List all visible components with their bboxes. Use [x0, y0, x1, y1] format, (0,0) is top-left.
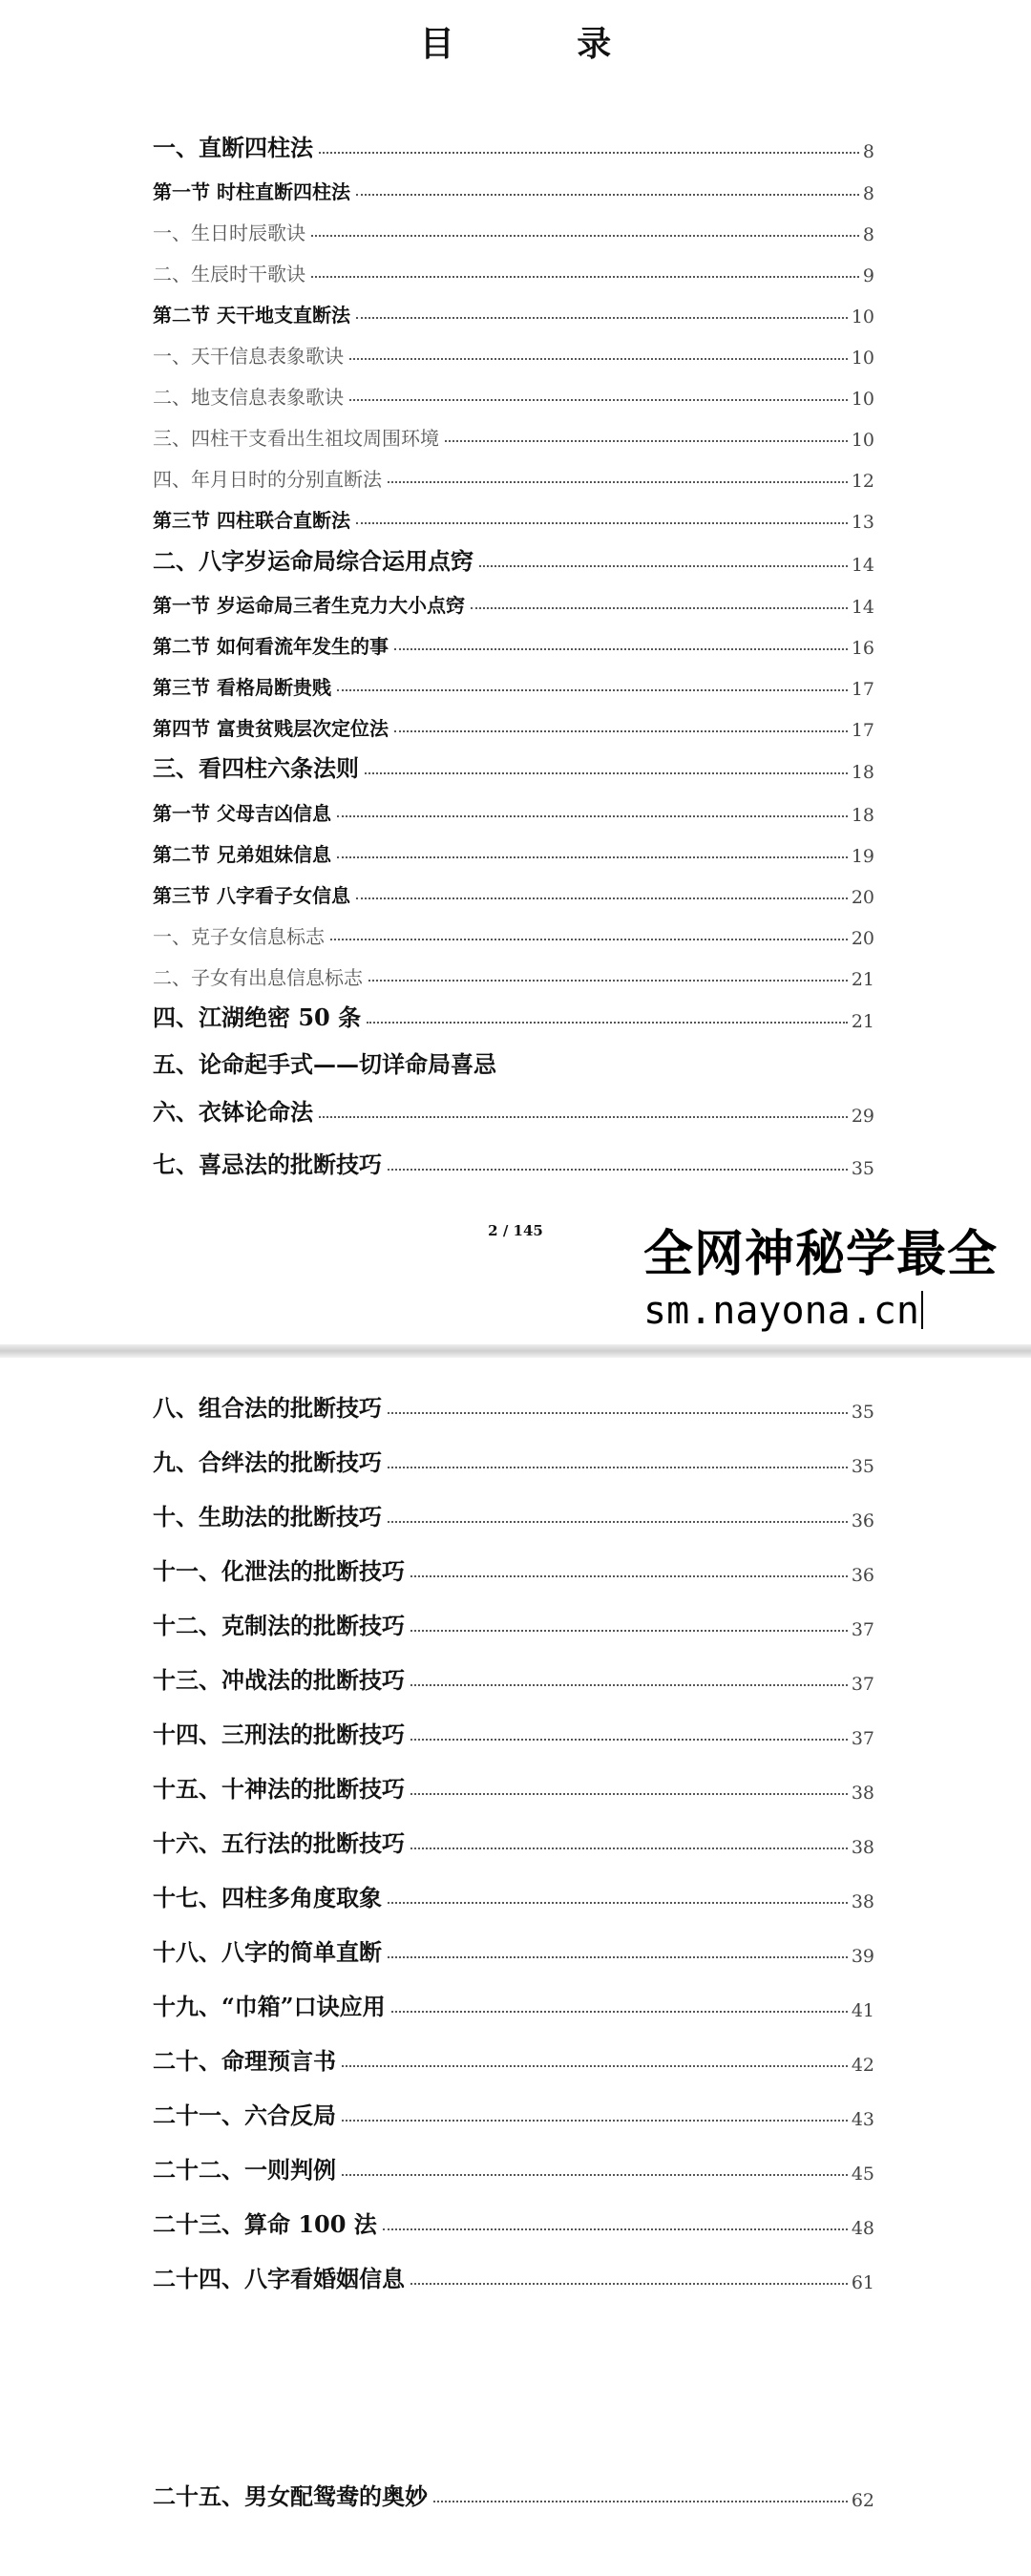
toc-entry-title: 四、年月日时的分别直断法	[153, 468, 382, 491]
toc-entry-title: 九、合绊法的批断技巧	[153, 1448, 382, 1476]
dotted-leader	[471, 607, 848, 609]
dotted-leader	[349, 358, 848, 360]
toc-entry-page: 8	[862, 141, 874, 162]
toc-entry[interactable]	[153, 1765, 874, 1804]
toc-entry[interactable]	[153, 2038, 874, 2076]
dotted-leader	[311, 235, 859, 237]
toc-entry-title: 一、克子女信息标志	[153, 925, 325, 948]
dotted-leader	[410, 1630, 848, 1632]
dotted-leader	[410, 1739, 848, 1741]
toc-entry-page: 8	[862, 224, 874, 245]
toc-entry[interactable]	[153, 495, 874, 533]
toc-entry-title: 五、论命起手式——切详命局喜忌	[153, 1050, 496, 1078]
dotted-leader	[410, 1848, 848, 1849]
toc-entry-title: 二十一、六合反局	[153, 2101, 336, 2129]
toc-entry-title: 十九、“巾箱”口诀应用	[153, 1993, 386, 2020]
toc-entry-title: 十一、化泄法的批断技巧	[153, 1557, 405, 1585]
toc-entry-title: 一、天干信息表象歌诀	[153, 345, 344, 368]
toc-entry-page: 8	[862, 183, 874, 204]
toc-entry-page: 10	[851, 430, 874, 451]
dotted-leader	[342, 2065, 848, 2067]
dotted-leader	[388, 1521, 848, 1523]
dotted-leader	[319, 1116, 848, 1118]
toc-entry-title: 第二节 兄弟姐妹信息	[153, 843, 331, 866]
watermark-line-1: 全网神秘学最全	[643, 1226, 999, 1283]
dotted-leader	[391, 2011, 848, 2013]
toc-entry[interactable]	[153, 662, 874, 700]
toc-entry-title: 第二节 天干地支直断法	[153, 304, 350, 327]
toc-entry[interactable]	[153, 788, 874, 826]
dotted-leader	[388, 1412, 848, 1414]
watermark	[643, 1224, 1031, 1337]
dotted-leader	[410, 1575, 848, 1577]
toc-entry-page: 41	[851, 2000, 874, 2021]
toc-entry[interactable]	[153, 207, 874, 245]
toc-entry-title: 十、生助法的批断技巧	[153, 1503, 382, 1531]
toc-entry-title: 十六、五行法的批断技巧	[153, 1829, 405, 1857]
toc-entry-page: 12	[851, 471, 874, 492]
dotted-leader	[394, 730, 848, 732]
toc-entry-title: 第三节 看格局断贵贱	[153, 676, 331, 699]
toc-entry[interactable]	[153, 412, 874, 451]
toc-entry-title: 二、生辰时干歌诀	[153, 263, 305, 285]
dotted-leader	[356, 194, 859, 196]
toc-entry-page: 38	[851, 1783, 874, 1804]
toc-entry[interactable]	[153, 1041, 874, 1079]
toc-entry-page: 37	[851, 1674, 874, 1695]
toc-entry-page: 14	[851, 597, 874, 618]
toc-entry-page: 10	[851, 389, 874, 410]
dotted-leader	[342, 2174, 848, 2176]
toc-entry[interactable]	[153, 371, 874, 410]
dotted-leader	[368, 980, 848, 982]
toc-entry[interactable]	[153, 2146, 874, 2185]
dotted-leader	[337, 689, 848, 691]
toc-entry[interactable]	[153, 2255, 874, 2293]
toc-entry-page: 21	[851, 969, 874, 990]
toc-entry[interactable]	[153, 994, 874, 1032]
toc-entry-page: 18	[851, 762, 874, 783]
toc-entry-title: 十二、克制法的批断技巧	[153, 1612, 405, 1639]
toc-entry-page: 13	[851, 512, 874, 533]
toc-entry-title: 七、喜忌法的批断技巧	[153, 1151, 382, 1178]
dotted-leader	[356, 317, 848, 319]
dotted-leader	[356, 522, 848, 524]
dotted-leader	[349, 399, 848, 401]
toc-entry-title: 第一节 时柱直断四柱法	[153, 180, 350, 203]
toc-entry-title: 十四、三刑法的批断技巧	[153, 1721, 405, 1748]
toc-entry[interactable]	[153, 289, 874, 327]
dotted-leader	[410, 2283, 848, 2285]
toc-entry-title: 三、看四柱六条法则	[153, 754, 359, 782]
toc-entry-page: 39	[851, 1946, 874, 1967]
toc-entry-title: 二十四、八字看婚姻信息	[153, 2265, 405, 2292]
toc-entry[interactable]	[153, 1929, 874, 1967]
toc-entry-title: 六、衣钵论命法	[153, 1098, 313, 1126]
toc-entry[interactable]	[153, 1820, 874, 1858]
toc-entry[interactable]	[153, 1548, 874, 1586]
toc-entry-page: 20	[851, 928, 874, 949]
dotted-leader	[388, 1467, 848, 1468]
toc-entry-page: 10	[851, 348, 874, 369]
dotted-leader	[337, 856, 848, 858]
toc-entry-title: 十七、四柱多角度取象	[153, 1884, 382, 1911]
toc-entry-page: 17	[851, 679, 874, 700]
toc-entry-page: 35	[851, 1402, 874, 1423]
toc-entry[interactable]	[153, 248, 874, 286]
dotted-leader	[479, 565, 848, 567]
toc-entry-title: 第四节 富贵贫贱层次定位法	[153, 717, 389, 740]
text-cursor	[921, 1291, 923, 1329]
page-title: 目 录	[419, 24, 667, 64]
toc-entry-title: 八、组合法的批断技巧	[153, 1394, 382, 1422]
page-separator	[0, 1344, 1031, 1358]
toc-entry-title: 一、生日时辰歌诀	[153, 222, 305, 244]
toc-entry-page: 36	[851, 1565, 874, 1586]
toc-entry[interactable]	[153, 580, 874, 618]
toc-entry-page: 19	[851, 846, 874, 867]
toc-entry-page: 38	[851, 1837, 874, 1858]
toc-entry-title: 二、八字岁运命局综合运用点窍	[153, 547, 473, 575]
toc-entry-page: 48	[851, 2218, 874, 2239]
toc-entry[interactable]	[153, 2473, 874, 2511]
toc-entry-page: 20	[851, 887, 874, 908]
toc-entry-page: 62	[851, 2490, 874, 2511]
toc-entry[interactable]	[153, 1493, 874, 1531]
toc-entry[interactable]	[153, 829, 874, 867]
toc-entry-title: 第一节 父母吉凶信息	[153, 802, 331, 825]
toc-entry[interactable]	[153, 621, 874, 659]
toc-entry[interactable]	[153, 703, 874, 741]
toc-entry-title: 二十二、一则判例	[153, 2156, 336, 2184]
toc-entry[interactable]	[153, 538, 874, 576]
dotted-leader	[342, 2120, 848, 2122]
toc-entry[interactable]	[153, 2201, 874, 2239]
toc-entry[interactable]	[153, 1657, 874, 1695]
dotted-leader	[388, 481, 848, 483]
toc-entry-title: 二十、命理预言书	[153, 2047, 336, 2075]
toc-entry[interactable]	[153, 1384, 874, 1423]
toc-entry[interactable]	[153, 1141, 874, 1179]
toc-entry-title: 第一节 岁运命局三者生克力大小点窍	[153, 594, 465, 617]
toc-entry[interactable]	[153, 870, 874, 908]
dotted-leader	[367, 1022, 848, 1024]
dotted-leader	[330, 939, 848, 940]
toc-entry-page: 14	[851, 555, 874, 576]
dotted-leader	[365, 772, 848, 774]
toc-entry-title: 二十五、男女配鸳鸯的奥妙	[153, 2482, 428, 2510]
toc-entry-page: 36	[851, 1510, 874, 1531]
toc-entry-page: 16	[851, 638, 874, 659]
dotted-leader	[394, 648, 848, 650]
toc-entry-page: 38	[851, 1891, 874, 1912]
toc-entry[interactable]	[153, 124, 874, 162]
toc-entry-page: 45	[851, 2164, 874, 2185]
toc-entry-page: 21	[851, 1011, 874, 1032]
toc-entry-page: 9	[862, 265, 874, 286]
watermark-line-2: sm.nayona.cn	[643, 1289, 919, 1333]
toc-entry[interactable]	[153, 911, 874, 949]
toc-entry-page: 61	[851, 2272, 874, 2293]
toc-entry-page: 37	[851, 1619, 874, 1640]
toc-entry[interactable]	[153, 1874, 874, 1912]
dotted-leader	[433, 2501, 848, 2502]
dotted-leader	[410, 1793, 848, 1795]
dotted-leader	[319, 152, 859, 154]
dotted-leader	[388, 1169, 848, 1171]
dotted-leader	[388, 1956, 848, 1958]
toc-entry-title: 二、地支信息表象歌诀	[153, 386, 344, 409]
toc-entry[interactable]	[153, 454, 874, 492]
toc-entry[interactable]	[153, 2092, 874, 2130]
toc-entry[interactable]	[153, 1602, 874, 1640]
toc-entry-page: 17	[851, 720, 874, 741]
toc-entry-page: 43	[851, 2109, 874, 2130]
toc-entry-page: 37	[851, 1728, 874, 1749]
toc-entry-title: 四、江湖绝密 50 条	[153, 1003, 362, 1031]
dotted-leader	[410, 1684, 848, 1686]
toc-entry[interactable]	[153, 1983, 874, 2021]
toc-entry-title: 三、四柱干支看出生祖坟周围环境	[153, 427, 439, 450]
dotted-leader	[383, 2228, 848, 2230]
toc-entry[interactable]	[153, 1711, 874, 1749]
toc-entry-title: 第二节 如何看流年发生的事	[153, 635, 389, 658]
dotted-leader	[311, 276, 859, 278]
toc-entry[interactable]	[153, 166, 874, 204]
toc-entry-title: 十八、八字的简单直断	[153, 1938, 382, 1966]
toc-entry[interactable]	[153, 1088, 874, 1127]
dotted-leader	[445, 440, 848, 442]
toc-entry-title: 第三节 四柱联合直断法	[153, 509, 350, 532]
toc-entry-page: 35	[851, 1158, 874, 1179]
toc-entry[interactable]	[153, 1439, 874, 1477]
dotted-leader	[337, 815, 848, 817]
toc-entry-title: 二、子女有出息信息标志	[153, 966, 363, 989]
toc-entry[interactable]	[153, 330, 874, 369]
toc-entry-title: 十五、十神法的批断技巧	[153, 1775, 405, 1803]
toc-entry-title: 第三节 八字看子女信息	[153, 884, 350, 907]
toc-entry[interactable]	[153, 745, 874, 783]
toc-entry-page: 18	[851, 805, 874, 826]
dotted-leader	[356, 897, 848, 899]
toc-entry[interactable]	[153, 952, 874, 990]
toc-entry-page: 42	[851, 2055, 874, 2076]
toc-entry-page: 29	[851, 1106, 874, 1127]
toc-entry-page: 35	[851, 1456, 874, 1477]
toc-entry-title: 二十三、算命 100 法	[153, 2210, 377, 2238]
dotted-leader	[388, 1902, 848, 1904]
page-number: 2 / 145	[488, 1222, 543, 1239]
toc-entry-title: 十三、冲战法的批断技巧	[153, 1666, 405, 1694]
toc-entry-page: 10	[851, 306, 874, 327]
toc-entry-title: 一、直断四柱法	[153, 134, 313, 161]
